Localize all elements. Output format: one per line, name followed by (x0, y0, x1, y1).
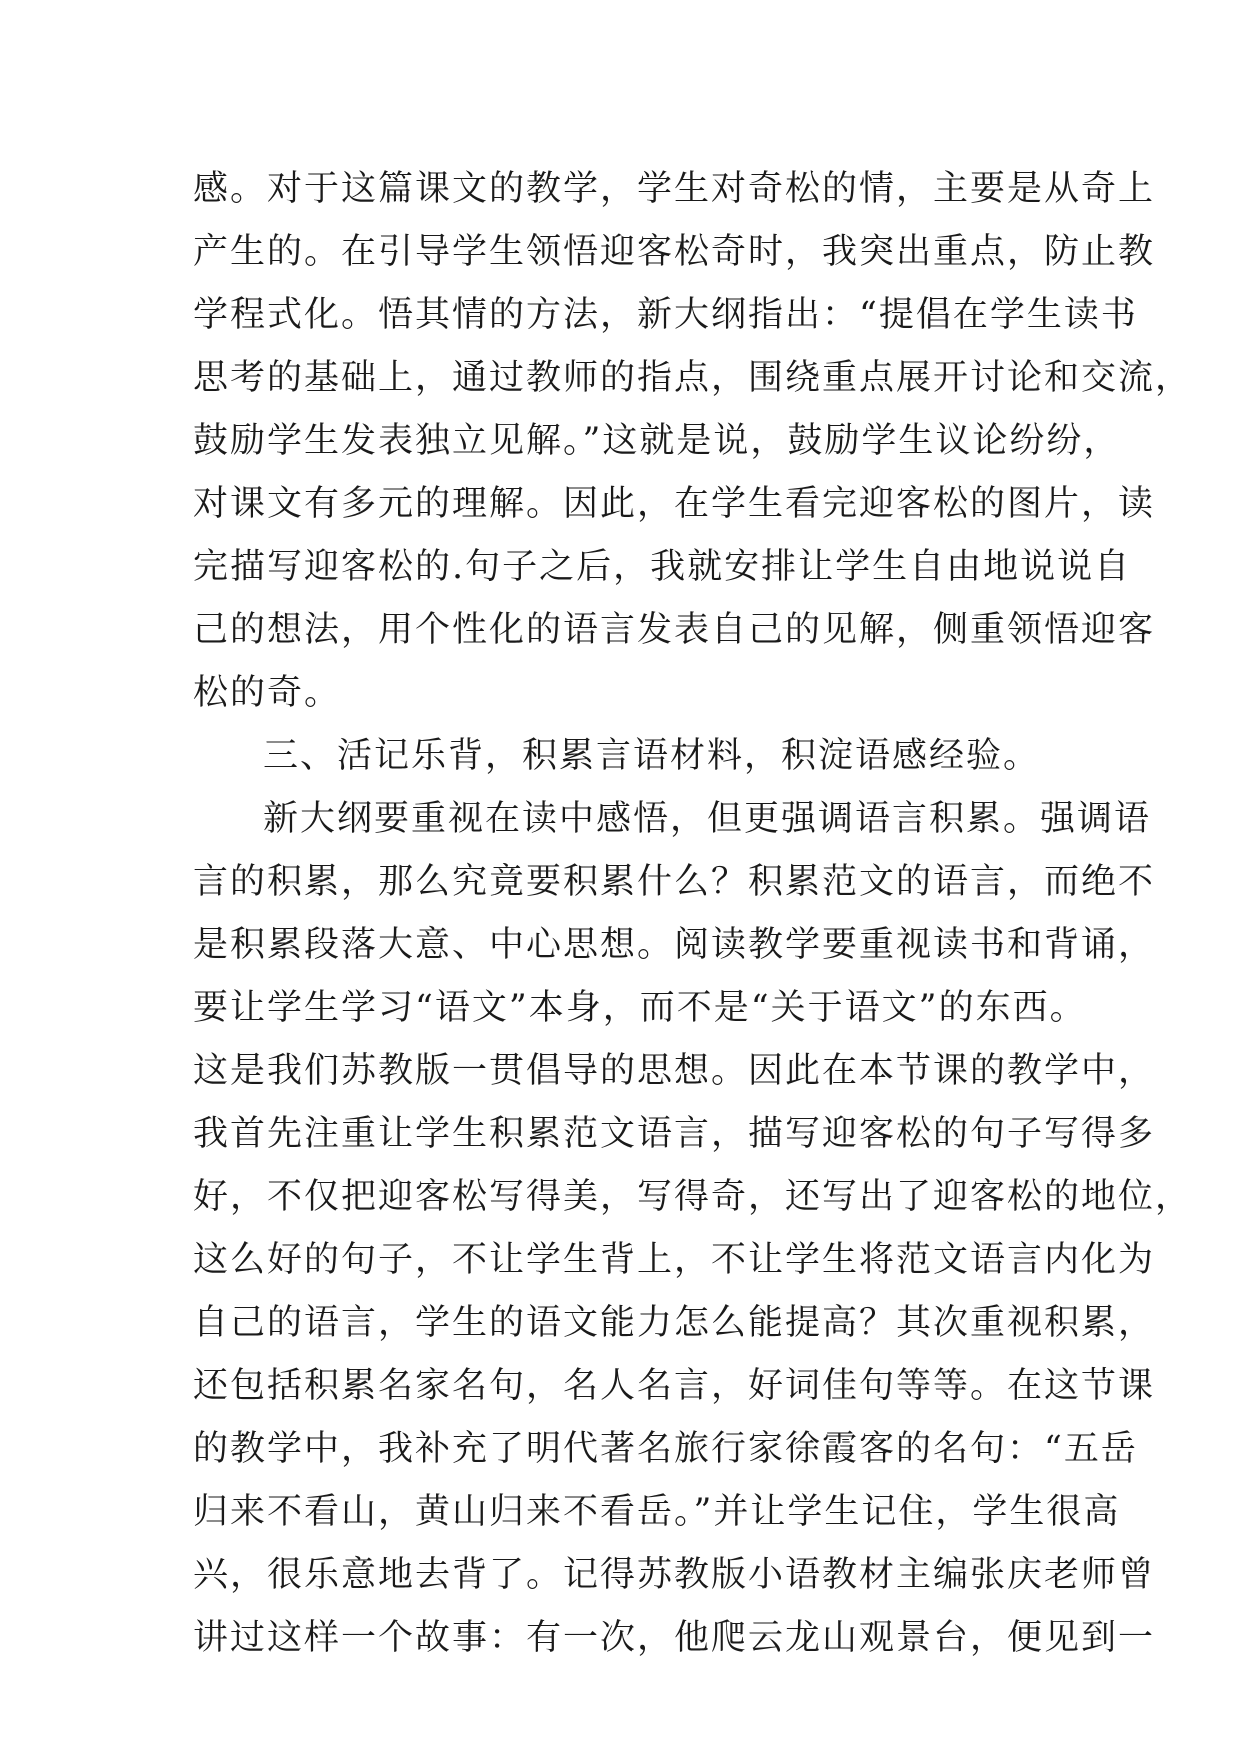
text-line: 讲过这样一个故事：有一次，他爬云龙山观景台，便见到一 (193, 1618, 1156, 1658)
text-line: 思考的基础上，通过教师的指点，围绕重点展开讨论和交流， (193, 358, 1193, 398)
text-line: 松的奇。 (193, 673, 342, 713)
text-line: 归来不看山，黄山归来不看岳。”并让学生记住，学生很高 (193, 1492, 1121, 1532)
text-line: 感。对于这篇课文的教学，学生对奇松的情，主要是从奇上 (193, 169, 1156, 209)
text-line: 要让学生学习“语文”本身，而不是“关于语文”的东西。 (193, 988, 1087, 1028)
text-line: 产生的。在引导学生领悟迎客松奇时，我突出重点，防止教 (193, 232, 1156, 272)
text-line: 好，不仅把迎客松写得美，写得奇，还写出了迎客松的地位， (193, 1177, 1193, 1217)
section-heading: 三、活记乐背，积累言语材料，积淀语感经验。 (263, 736, 1041, 776)
text-line: 完描写迎客松的.句子之后，我就安排让学生自由地说说自 (193, 547, 1132, 587)
text-line: 是积累段落大意、中心思想。阅读教学要重视读书和背诵， (193, 925, 1156, 965)
text-line: 我首先注重让学生积累范文语言，描写迎客松的句子写得多 (193, 1114, 1156, 1154)
text-line: 己的想法，用个性化的语言发表自己的见解，侧重领悟迎客 (193, 610, 1156, 650)
paragraph-start-line: 新大纲要重视在读中感悟，但更强调语言积累。强调语 (263, 799, 1152, 839)
text-line: 兴，很乐意地去背了。记得苏教版小语教材主编张庆老师曾 (193, 1555, 1156, 1595)
text-line: 学程式化。悟其情的方法，新大纲指出：“提倡在学生读书 (193, 295, 1138, 335)
text-line: 言的积累，那么究竟要积累什么？积累范文的语言，而绝不 (193, 862, 1156, 902)
text-line: 这是我们苏教版一贯倡导的思想。因此在本节课的教学中， (193, 1051, 1156, 1091)
text-line: 鼓励学生发表独立见解。”这就是说，鼓励学生议论纷纷， (193, 421, 1121, 461)
body-text (193, 158, 1193, 1670)
text-line: 对课文有多元的理解。因此，在学生看完迎客松的图片，读 (193, 484, 1156, 524)
text-line: 的教学中，我补充了明代著名旅行家徐霞客的名句：“五岳 (193, 1429, 1138, 1469)
text-line: 还包括积累名家名句，名人名言，好词佳句等等。在这节课 (193, 1366, 1156, 1406)
text-line: 这么好的句子，不让学生背上，不让学生将范文语言内化为 (193, 1240, 1156, 1280)
text-line: 自己的语言，学生的语文能力怎么能提高？其次重视积累， (193, 1303, 1156, 1343)
